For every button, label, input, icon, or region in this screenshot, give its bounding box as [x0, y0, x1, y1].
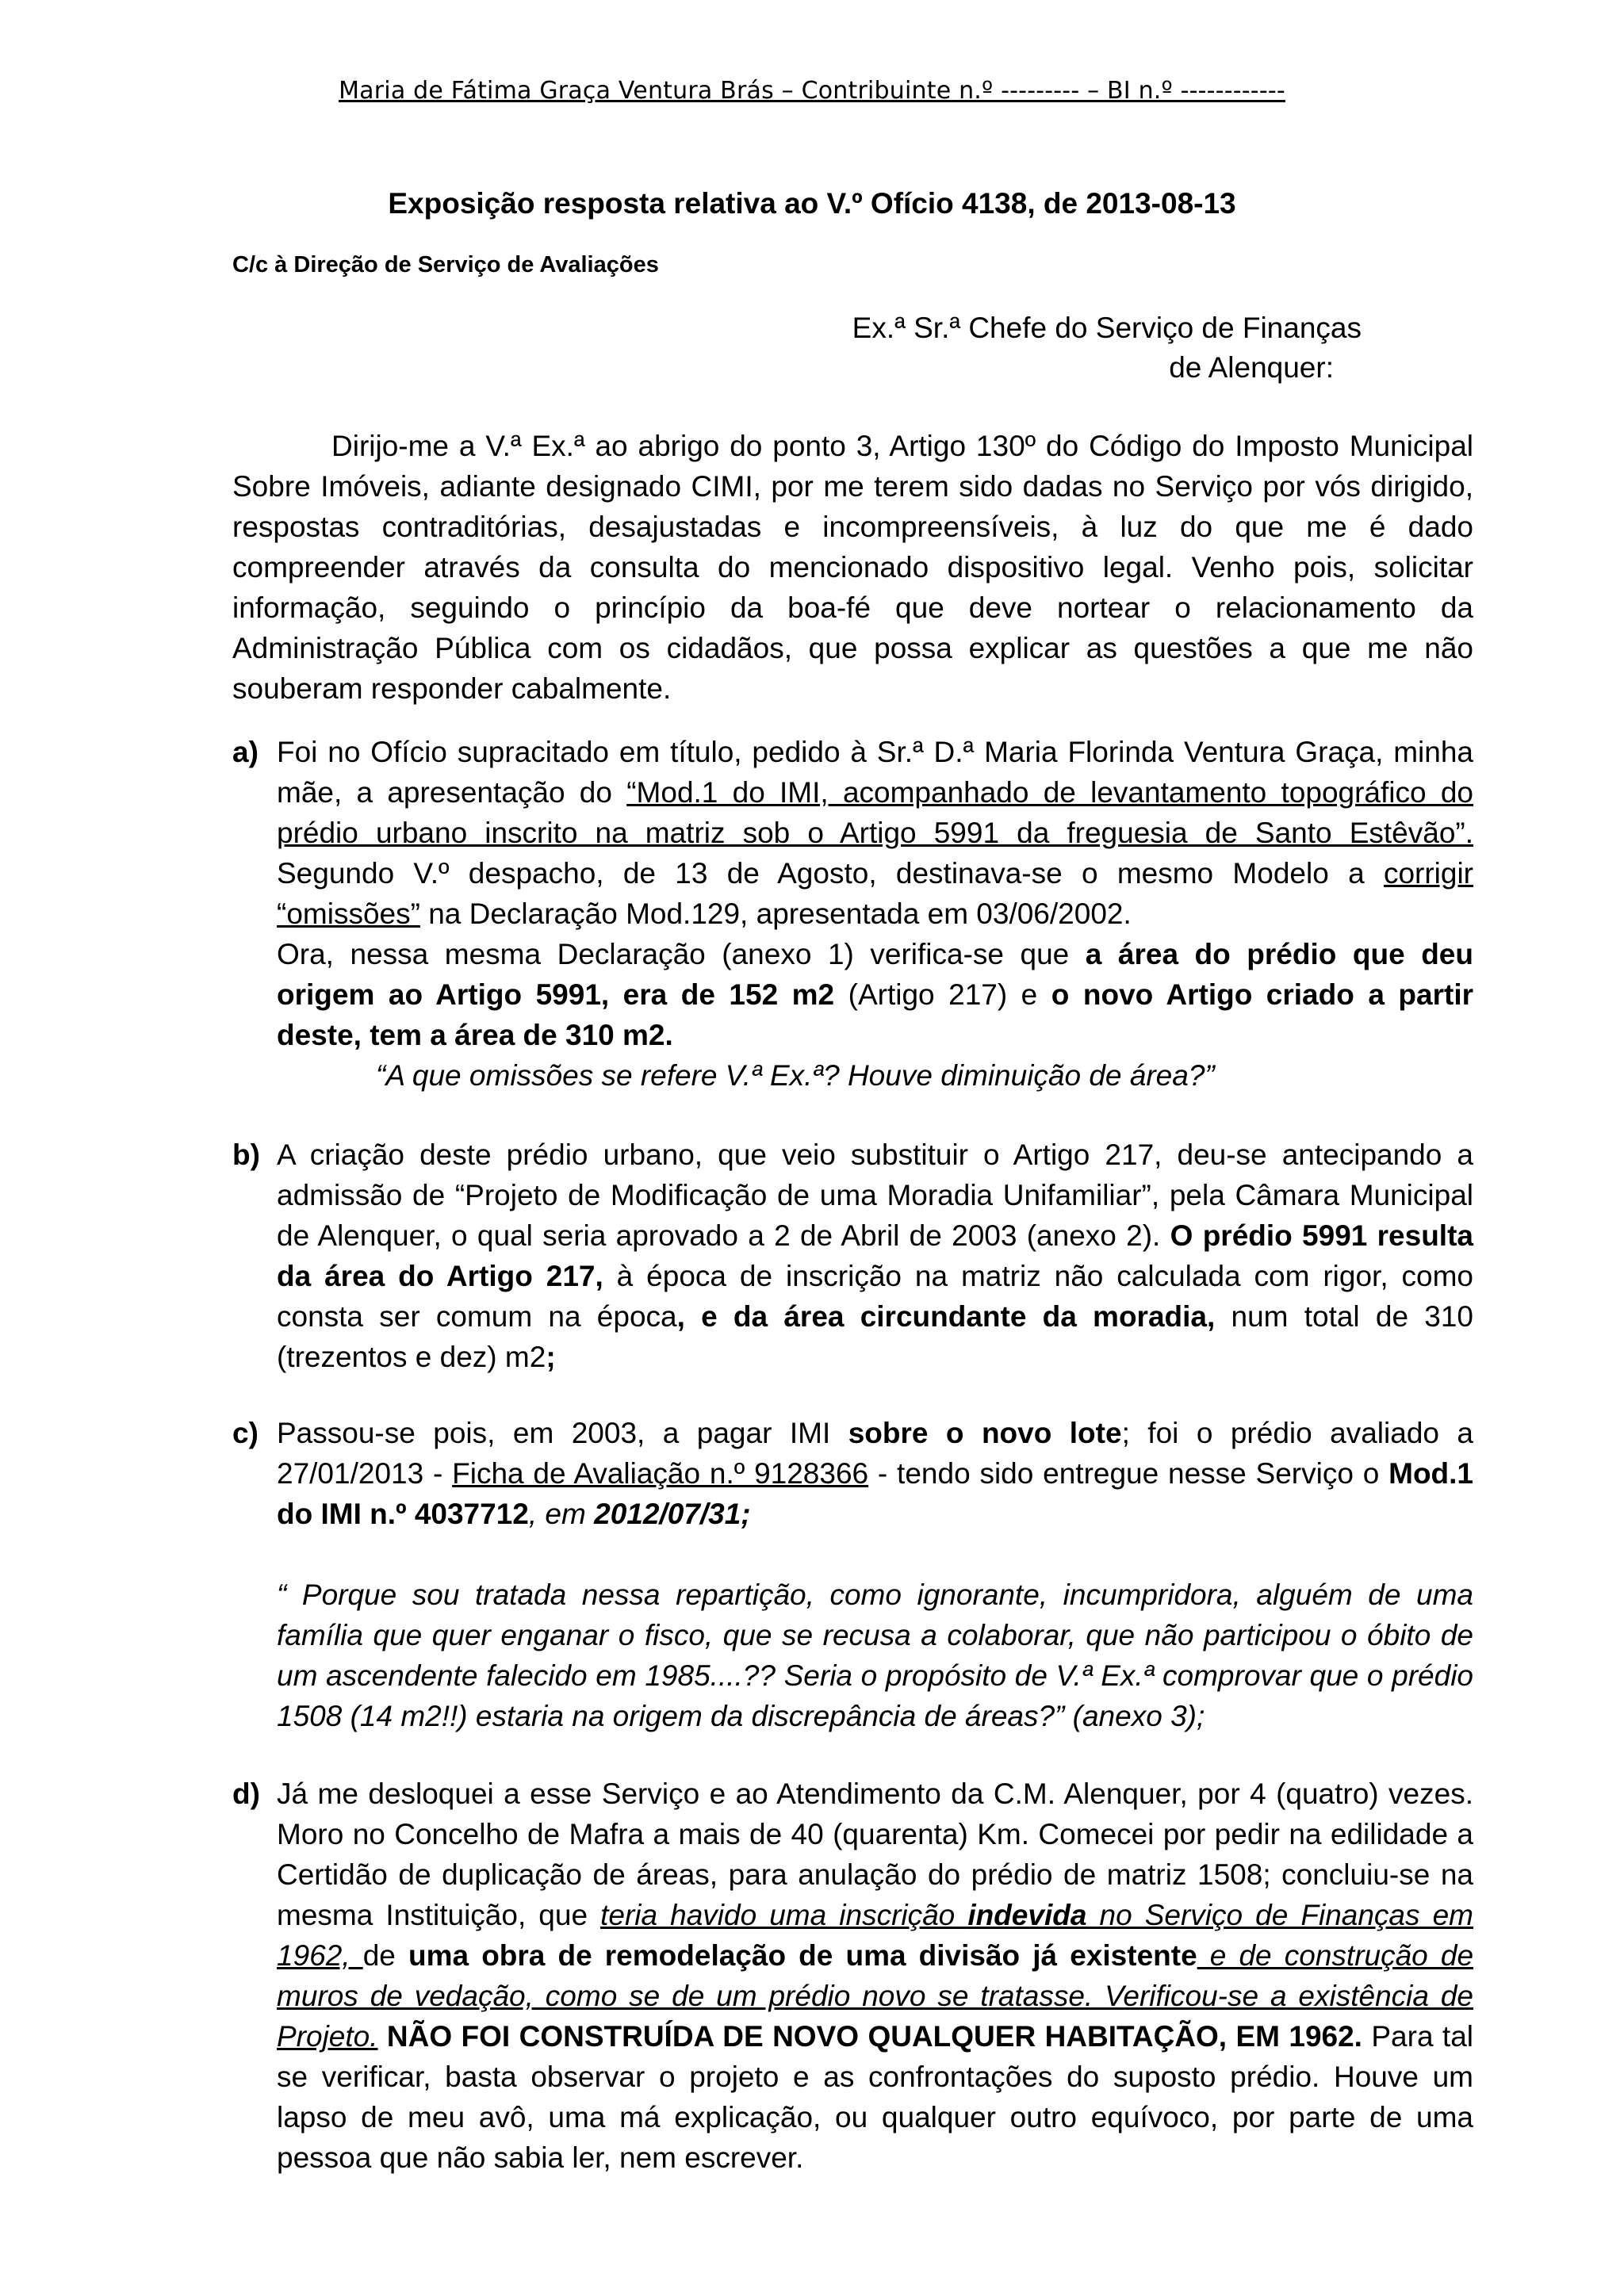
addressee-line-2: de Alenquer: [1169, 351, 1334, 384]
item-c-s8: 2012/07/31; [594, 1498, 751, 1530]
item-c [232, 1413, 1473, 1534]
item-c-s7: , em [528, 1498, 595, 1530]
item-a [232, 732, 1473, 1096]
item-a-s4: corrigir “omissões” [277, 857, 1473, 930]
item-a-s8: (Artigo 217) e [834, 978, 1051, 1011]
item-d-s8 [378, 2020, 387, 2053]
item-a-s6: Ora, nessa mesma Declaração (anexo 1) verifica-se que [277, 938, 1086, 970]
item-b-s6: ; [546, 1341, 556, 1373]
quote-paragraph: “ Porque sou tratada nessa repartição, como ignorante, incumpridora, alguém de uma família que quer enganar o fisco, que se recusa a colaborar, que não participou o óbito de um ascendente falecido em 1985....?? Seria o propósito de V.ª Ex.ª comprovar que o prédio 1508 (14 m2!!) estaria na origem da discrepância de áreas?” (anexo 3); [277, 1578, 1473, 1732]
item-a-s1: Foi no Ofício supracitado em título, pedido à Sr.ª D.ª Maria Florinda Ventura Graça, minha mãe, a apresentação do [277, 736, 1473, 809]
item-c-s5: - tendo sido entregue nesse Serviço o [868, 1457, 1389, 1490]
item-b-s2: O prédio 5991 resulta da área do Artigo 217, [277, 1219, 1473, 1292]
item-d-s5: de [362, 1939, 408, 1972]
document-title: Exposição resposta relativa ao V.º Ofício 4138, de 2013-08-13 [388, 187, 1236, 220]
addressee-line-1: Ex.ª Sr.ª Chefe do Serviço de Finanças [852, 312, 1362, 344]
item-d-s7: e de construção de muros de vedação, como se de um prédio novo se tratasse. Verificou-se a existência de Projeto. [277, 1939, 1474, 2053]
item-c-s3: ; foi o prédio avaliado a 27/01/2013 - [277, 1417, 1473, 1490]
item-b-s4: , e da área circundante da moradia, [676, 1300, 1216, 1333]
item-d-s4: no Serviço de Finanças em 1962, [277, 1899, 1473, 1972]
item-b-s1: A criação deste prédio urbano, que veio substituir o Artigo 217, deu-se antecipando a admissão de “Projeto de Modificação de uma Moradia Unifamiliar”, pela Câmara Municipal de Alenquer, o qual seria aprovado a 2 de Abril de 2003 (anexo 2). [277, 1138, 1473, 1252]
item-b [232, 1135, 1473, 1377]
item-c-s1: Passou-se pois, em 2003, a pagar IMI [277, 1417, 848, 1449]
item-a-s9: o novo Artigo criado a partir deste, tem a área de 310 m2. [277, 978, 1474, 1051]
copy-to-line: C/c à Direção de Serviço de Avaliações [232, 252, 659, 277]
item-a-s5: na Declaração Mod.129, apresentada em 03/06/2002. [419, 897, 1132, 930]
item-d-label: d) [232, 1777, 260, 1810]
item-b-label: b) [232, 1138, 260, 1171]
item-d-s6: uma obra de remodelação de uma divisão já existente [408, 1939, 1197, 1972]
item-b-s3: à época de inscrição na matriz não calculada com rigor, como consta ser comum na época [277, 1260, 1473, 1333]
item-d-s9: NÃO FOI CONSTRUÍDA DE NOVO QUALQUER HABITAÇÃO, EM 1962. [386, 2020, 1362, 2053]
item-a-s2: “Mod.1 do IMI, acompanhado de levantamento topográfico do prédio urbano inscrito na matriz sob o Artigo 5991 da freguesia de Santo Estêvão”. [277, 776, 1473, 849]
item-c-text [277, 1413, 1473, 1534]
item-a-label: a) [232, 736, 259, 768]
page-header [0, 77, 1624, 105]
item-d-text [277, 1774, 1473, 2178]
intro-paragraph: Dirijo-me a V.ª Ex.ª ao abrigo do ponto 3, Artigo 130º do Código do Imposto Municipal Sobre Imóveis, adiante designado CIMI, por me terem sido dadas no Serviço por vós dirigido, respostas contraditórias, desajustadas e incompreensíveis, à luz do que me é dado compreender através da consulta do mencionado dispositivo legal. Venho pois, solicitar informação, seguindo o princípio da boa-fé que deve nortear o relacionamento da Administração Pública com os cidadãos, que possa explicar as questões a que me não souberam responder cabalmente. [232, 430, 1473, 705]
header-text: Maria de Fátima Graça Ventura Brás – Contribuinte n.º --------- – BI n.º ------------ [339, 77, 1285, 105]
item-c-label: c) [232, 1417, 259, 1449]
item-c-s6: Mod.1 do IMI n.º 4037712 [277, 1457, 1474, 1530]
item-c-s4: Ficha de Avaliação n.º 9128366 [452, 1457, 869, 1490]
item-a-s7: a área do prédio que deu origem ao Artigo 5991, era de 152 m2 [277, 938, 1473, 1011]
item-a-s3: Segundo V.º despacho, de 13 de Agosto, destinava-se o mesmo Modelo a [277, 857, 1384, 890]
item-a-quote: “A que omissões se refere V.ª Ex.ª? Houve diminuição de área?” [376, 1059, 1215, 1092]
item-d-s10: Para tal se verificar, basta observar o projeto e as confrontações do suposto prédio. Houve um lapso de meu avô, uma má explicação, ou qualquer outro equívoco, por parte de uma pessoa que não sabia ler, nem escrever. [277, 2020, 1473, 2174]
item-c-s2: sobre o novo lote [848, 1417, 1122, 1449]
item-b-s5: num total de 310 (trezentos e dez) m2 [277, 1300, 1474, 1373]
item-d-s3: indevida [967, 1899, 1087, 1931]
item-d-s2: teria havido uma inscrição [600, 1899, 968, 1931]
item-a-text [277, 732, 1473, 1096]
item-b-text [277, 1135, 1473, 1377]
item-d-s1: Já me desloquei a esse Serviço e ao Atendimento da C.M. Alenquer, por 4 (quatro) vezes. Moro no Concelho de Mafra a mais de 40 (quarenta) Km. Comecei por pedir na edilidade a Certidão de duplicação de áreas, para anulação do prédio de matriz 1508; concluiu-se na mesma Instituição, que [277, 1777, 1473, 1931]
item-d [232, 1774, 1473, 2178]
